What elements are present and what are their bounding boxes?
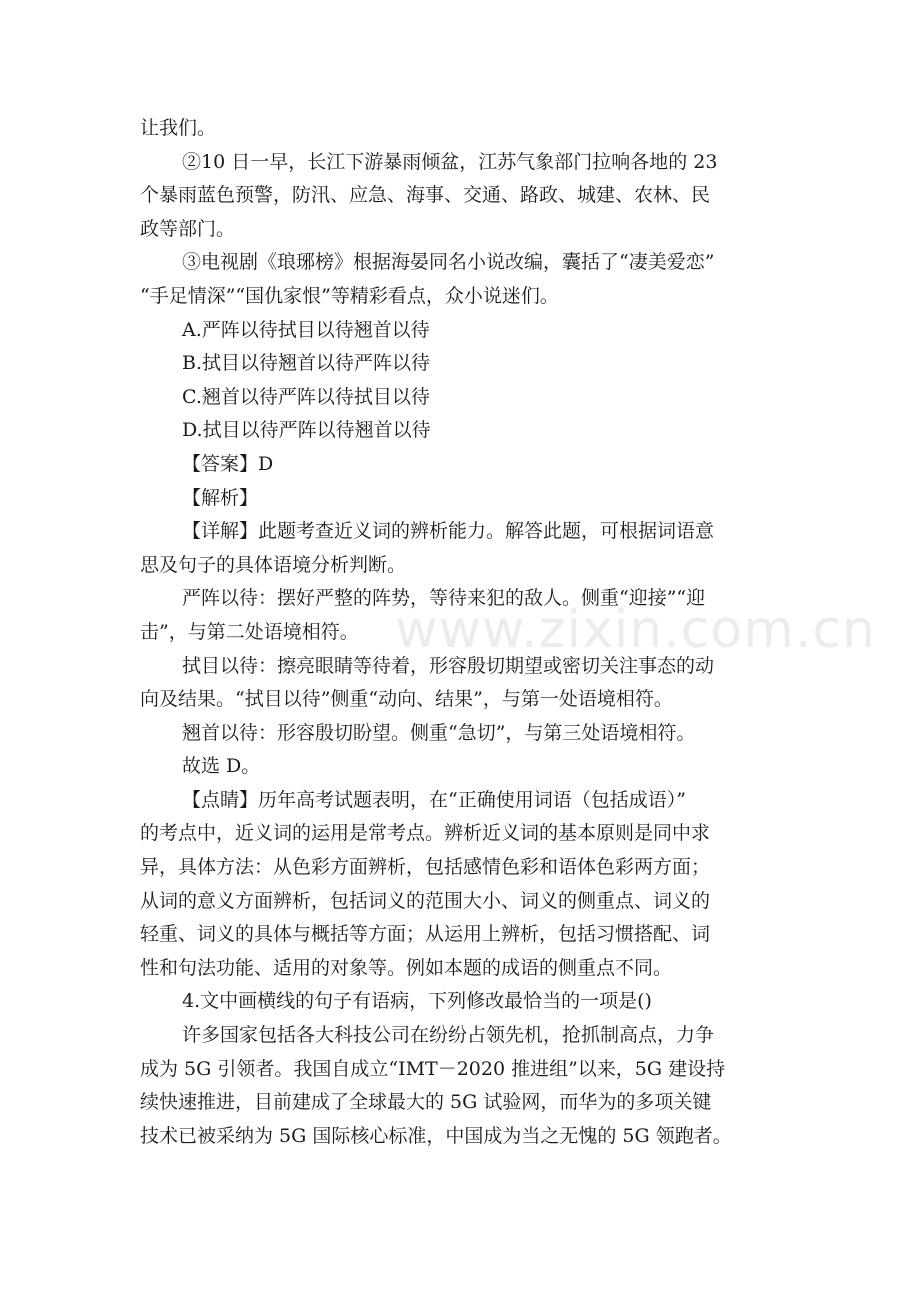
document-body xyxy=(140,112,800,1153)
text-line: 政等部门。 xyxy=(140,217,236,240)
text-line: 许多国家包括各大科技公司在纷纷占领先机，抢抓制高点，力争 xyxy=(182,1024,715,1047)
text-line: “手足情深”“国仇家恨”等精彩看点，众小说迷们。 xyxy=(140,284,559,307)
text-line: 4.文中画横线的句子有语病，下列修改最恰当的一项是() xyxy=(182,990,652,1013)
text-line: 翘首以待：形容殷切盼望。侧重“急切”，与第三处语境相符。 xyxy=(182,721,696,744)
text-line: C.翘首以待严阵以待拭目以待 xyxy=(182,385,430,408)
watermark: www.zixin.com.cn xyxy=(395,600,876,660)
text-line: 故选 D。 xyxy=(182,755,261,778)
text-line: A.严阵以待拭目以待翘首以待 xyxy=(182,318,430,341)
text-line: D.拭目以待严阵以待翘首以待 xyxy=(182,419,431,442)
text-line: 技术已被采纳为 5G 国际核心标准，中国成为当之无愧的 5G 领跑者。 xyxy=(140,1124,732,1147)
text-line: ③电视剧《琅琊榜》根据海晏同名小说改编，囊括了“凄美爱恋” xyxy=(182,251,715,274)
text-line: 【答案】D xyxy=(182,452,274,475)
text-line: 【点睛】历年高考试题表明，在“正确使用词语（包括成语）” xyxy=(182,788,686,811)
text-line: 思及句子的具体语境分析判断。 xyxy=(140,553,407,576)
text-line: 让我们。 xyxy=(140,117,217,139)
text-line: 从词的意义方面辨析，包括词义的范围大小、词义的侧重点、词义的 xyxy=(140,889,711,912)
text-line: 轻重、词义的具体与概括等方面；从运用上辨析，包括习惯搭配、词 xyxy=(140,923,711,946)
text-line: 异，具体方法：从色彩方面辨析，包括感情色彩和语体色彩两方面； xyxy=(140,856,711,879)
text-line: ②10 日一早，长江下游暴雨倾盆，江苏气象部门拉响各地的 23 xyxy=(182,150,718,173)
text-line: 成为 5G 引领者。我国自成立“IMT－2020 推进组”以来，5G 建设持 xyxy=(140,1057,726,1080)
text-line: 续快速推进，目前建成了全球最大的 5G 试验网，而华为的多项关键 xyxy=(140,1091,712,1114)
text-line: 【解析】 xyxy=(182,486,259,509)
text-line: B.拭目以待翘首以待严阵以待 xyxy=(182,352,431,375)
text-line: 拭目以待：擦亮眼睛等待着，形容殷切期望或密切关注事态的动 xyxy=(182,654,715,677)
text-line: 个暴雨蓝色预警，防汛、应急、海事、交通、路政、城建、农林、民 xyxy=(140,184,711,207)
text-line: 【详解】此题考查近义词的辨析能力。解答此题，可根据词语意 xyxy=(182,520,715,543)
text-line: 性和句法功能、适用的对象等。例如本题的成语的侧重点不同。 xyxy=(140,956,673,979)
text-line: 的考点中，近义词的运用是常考点。辨析近义词的基本原则是同中求 xyxy=(140,822,711,845)
text-line: 严阵以待：摆好严整的阵势，等待来犯的敌人。侧重“迎接”“迎 xyxy=(182,587,706,610)
text-line: 向及结果。“拭目以待”侧重“动向、结果”，与第一处语境相符。 xyxy=(140,688,673,711)
text-line: 击”，与第二处语境相符。 xyxy=(140,620,359,643)
